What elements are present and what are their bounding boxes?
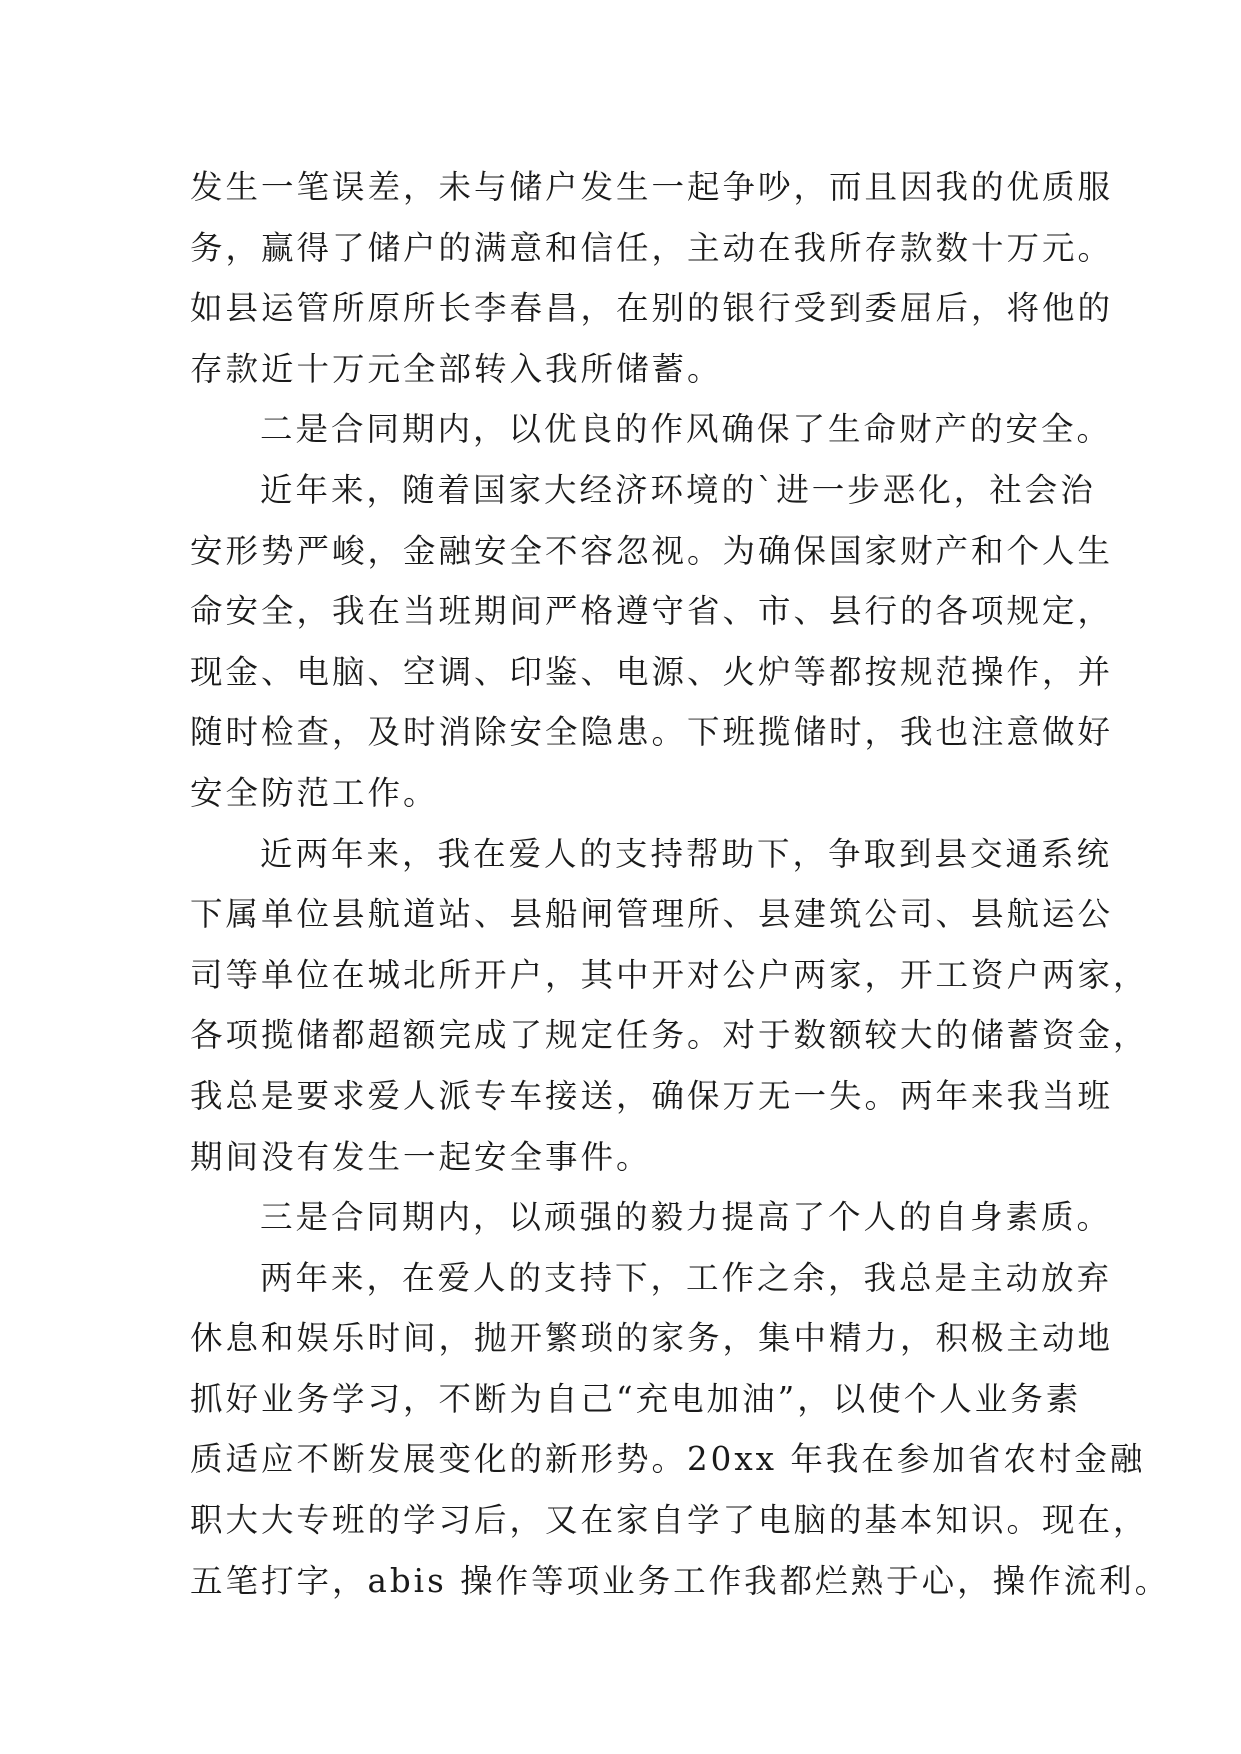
text-line: 五笔打字，abis 操作等项业务工作我都烂熟于心，操作流利。 [190,1561,1171,1600]
text-line: 质适应不断发展变化的新形势。20xx 年我在参加省农村金融 [190,1440,1146,1479]
text-line: 职大大专班的学习后，又在家自学了电脑的基本知识。现在， [190,1501,1149,1540]
text-line: 存款近十万元全部转入我所储蓄。 [190,349,723,388]
text-line: 发生一笔误差，未与储户发生一起争吵，而且因我的优质服 [190,168,1114,206]
text-line: 命安全，我在当班期间严格遵守省、市、县行的各项规定， [190,592,1114,631]
text-line: 三是合同期内，以顽强的毅力提高了个人的自身素质。 [260,1198,1113,1237]
text-line: 现金、电脑、空调、印鉴、电源、火炉等都按规范操作，并 [190,652,1114,691]
text-line: 我总是要求爱人派专车接送，确保万无一失。两年来我当班 [190,1076,1114,1115]
text-line: 务，赢得了储户的满意和信任，主动在我所存款数十万元。 [190,228,1114,267]
text-line: 如县运管所原所长李春昌，在别的银行受到委屈后，将他的 [190,289,1114,328]
text-line: 近年来，随着国家大经济环境的`进一步恶化，社会治 [260,470,1096,509]
text-line: 两年来，在爱人的支持下，工作之余，我总是主动放弃 [260,1258,1113,1297]
text-line: 司等单位在城北所开户，其中开对公户两家，开工资户两家， [190,955,1149,994]
text-line: 下属单位县航道站、县船闸管理所、县建筑公司、县航运公 [190,895,1114,934]
text-line: 二是合同期内，以优良的作风确保了生命财产的安全。 [260,410,1113,449]
text-line: 随时检查，及时消除安全隐患。下班揽储时，我也注意做好 [190,713,1114,752]
body-text [190,157,1171,1611]
text-line: 期间没有发生一起安全事件。 [190,1137,652,1176]
text-line: 近两年来，我在爱人的支持帮助下，争取到县交通系统 [260,834,1113,873]
text-line: 安形势严峻，金融安全不容忽视。为确保国家财产和个人生 [190,531,1114,570]
text-line: 各项揽储都超额完成了规定任务。对于数额较大的储蓄资金， [190,1016,1149,1055]
text-line: 休息和娱乐时间，抛开繁琐的家务，集中精力，积极主动地 [190,1319,1114,1358]
text-line: 安全防范工作。 [190,773,439,812]
text-line: 抓好业务学习，不断为自己“充电加油”，以使个人业务素 [190,1379,1082,1418]
